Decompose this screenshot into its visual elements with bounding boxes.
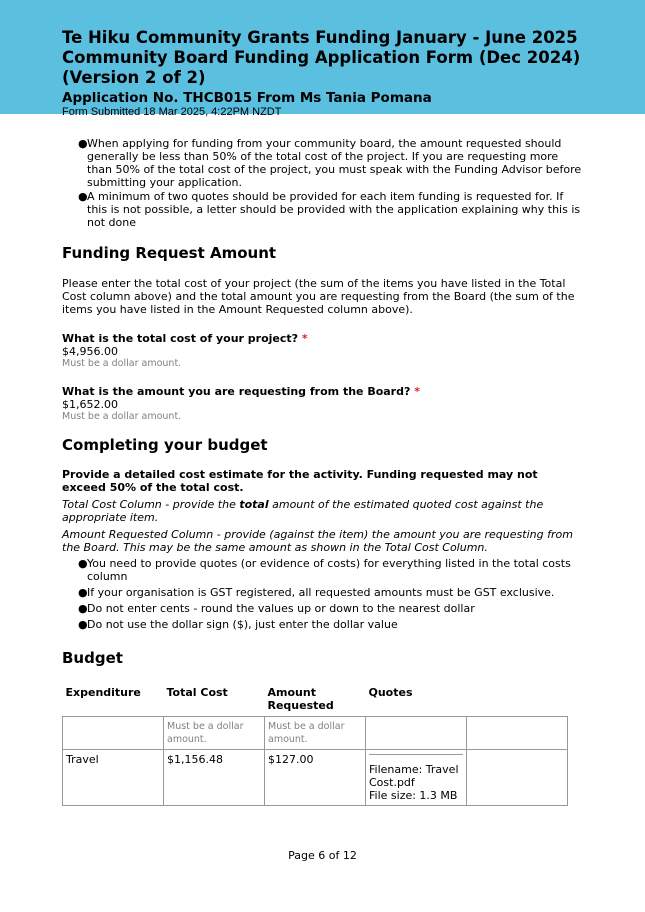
- table-cell-hint: Must be a dollar amount.: [164, 717, 265, 750]
- bullet-icon: ●: [78, 137, 88, 150]
- column-header-empty: [467, 682, 568, 717]
- page-number: Page 6 of 12: [288, 849, 357, 862]
- table-hint-row: [63, 717, 568, 750]
- bullet-icon: ●: [78, 190, 88, 203]
- table-cell: [467, 750, 568, 806]
- table-cell-amount-requested: $127.00: [265, 750, 366, 806]
- total-cost-label: What is the total cost of your project? *: [62, 332, 308, 345]
- form-header: [0, 0, 645, 118]
- budget-bullet-list: [62, 557, 582, 631]
- table-cell: [467, 717, 568, 750]
- total-cost-hint: Must be a dollar amount.: [62, 358, 182, 369]
- total-cost-field: [62, 332, 582, 370]
- list-item: ● If your organisation is GST registered, all requested amounts must be GST exclusive.: [78, 586, 555, 599]
- required-marker: *: [414, 385, 420, 398]
- total-cost-note: Total Cost Column - provide the total amount of the estimated quoted cost against the appropriate item.: [62, 498, 544, 524]
- completing-budget-heading: Completing your budget: [62, 436, 268, 454]
- total-cost-value: $4,956.00: [62, 345, 118, 358]
- quote-filename[interactable]: Filename: Travel Cost.pdf: [369, 763, 459, 789]
- budget-table: [62, 682, 568, 806]
- quote-filesize: File size: 1.3 MB: [369, 789, 458, 802]
- budget-heading: Budget: [62, 649, 123, 667]
- column-header-total-cost: Total Cost: [166, 686, 228, 699]
- list-item: ● When applying for funding from your community board, the amount requested should generally be less than 50% of the total cost of the project. If you are requesting more than 50% of the total cost of the project, you must speak with the Funding Advisor before submitting your application.: [78, 137, 582, 189]
- funding-request-description: Please enter the total cost of your project (the sum of the items you have listed in the Total Cost column above) and the total amount you are requesting from the Board (the sum of the items you have listed in the Amount Requested column above).: [62, 277, 575, 316]
- bullet-icon: ●: [78, 557, 88, 570]
- required-marker: *: [301, 332, 308, 345]
- form-content: [62, 137, 582, 806]
- bullet-icon: ●: [78, 602, 88, 615]
- budget-bold-note: Provide a detailed cost estimate for the activity. Funding requested may not exceed 50% of the total cost.: [62, 468, 538, 494]
- amount-requested-label: What is the amount you are requesting from the Board? *: [62, 385, 420, 398]
- table-cell-hint: Must be a dollar amount.: [265, 717, 366, 750]
- bullet-icon: ●: [78, 586, 88, 599]
- submitted-date: Form Submitted 18 Mar 2025, 4:22PM NZDT: [62, 106, 282, 118]
- table-cell-quotes: [366, 750, 467, 806]
- amount-requested-value: $1,652.00: [62, 398, 118, 411]
- bullet-icon: ●: [78, 618, 88, 631]
- table-cell: [366, 717, 467, 750]
- table-cell-total-cost: $1,156.48: [164, 750, 265, 806]
- table-header-row: [63, 682, 568, 717]
- amount-requested-note: Amount Requested Column - provide (against the item) the amount you are requesting from the Board. This may be the same amount as shown in the Total Cost Column.: [62, 528, 573, 554]
- table-cell-expenditure: Travel: [63, 750, 164, 806]
- column-header-amount-requested: Amount Requested: [267, 686, 334, 712]
- list-item: ● Do not use the dollar sign ($), just enter the dollar value: [78, 618, 398, 631]
- form-title: Te Hiku Community Grants Funding January - June 2025 Community Board Funding Application Form (Dec 2024) (Version 2 of 2): [62, 28, 581, 87]
- amount-requested-hint: Must be a dollar amount.: [62, 411, 182, 422]
- funding-request-heading: Funding Request Amount: [62, 244, 277, 262]
- amount-requested-field: [62, 385, 582, 423]
- application-number: Application No. THCB015 From Ms Tania Pomana: [62, 90, 432, 106]
- list-item: ● Do not enter cents - round the values up or down to the nearest dollar: [78, 602, 475, 615]
- table-cell: [63, 717, 164, 750]
- list-item: ● A minimum of two quotes should be provided for each item funding is requested for. If this is not possible, a letter should be provided with the application explaining why this is not done: [78, 190, 581, 229]
- column-header-expenditure: Expenditure: [65, 686, 141, 699]
- intro-bullet-list: [62, 137, 582, 229]
- table-row: [63, 750, 568, 806]
- list-item: ● You need to provide quotes (or evidence of costs) for everything listed in the total costs column: [78, 557, 571, 583]
- column-header-quotes: Quotes: [368, 686, 413, 699]
